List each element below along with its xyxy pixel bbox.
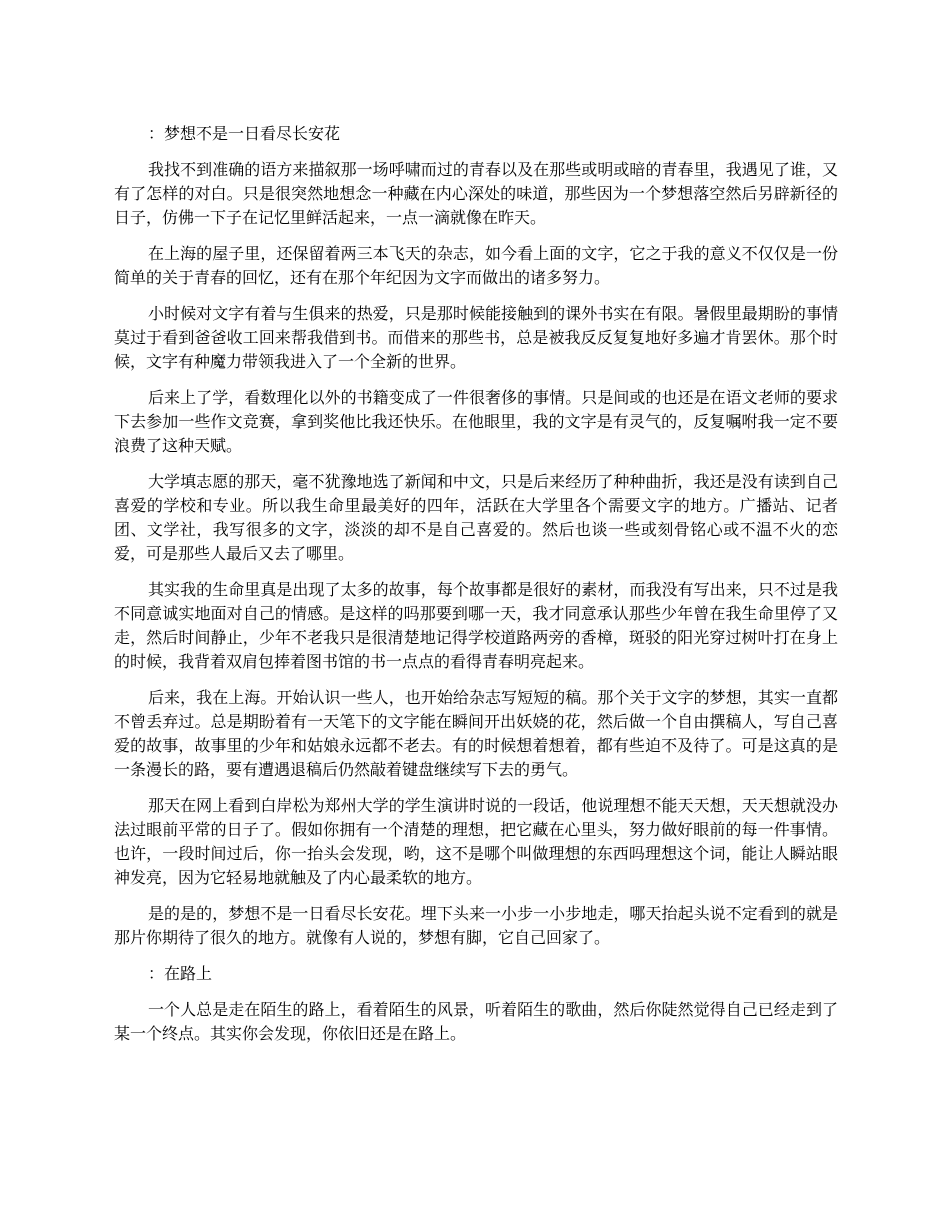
paragraph: 我找不到准确的语方来描叙那一场呼啸而过的青春以及在那些或明或暗的青春里，我遇见了谁，又有了怎样的对白。只是很突然地想念一种藏在内心深处的味道，那些因为一个梦想落空然后另辟新径的日子，仿佛一下子在记忆里鲜活起来，一点一滴就像在昨天。 bbox=[114, 160, 838, 227]
paragraph: 小时候对文字有着与生俱来的热爱，只是那时候能接触到的课外书实在有限。暑假里最期盼的事情莫过于看到爸爸收工回来帮我借到书。而借来的那些书，总是被我反反复复地好多遍才肯罢休。那个时候，文字有种魔力带领我进入了一个全新的世界。 bbox=[114, 304, 838, 371]
paragraph: 后来，我在上海。开始认识一些人，也开始给杂志写短短的稿。那个关于文字的梦想，其实一直都不曾丢弃过。总是期盼着有一天笔下的文字能在瞬间开出妖娆的花，然后做一个自由撰稿人，写自己喜爱的故事，故事里的少年和姑娘永远都不老去。有的时候想着想着，都有些迫不及待了。可是这真的是一条漫长的路，要有遭遇退稿后仍然敲着键盘继续写下去的勇气。 bbox=[114, 688, 838, 779]
section-heading-on-the-road: ：在路上 bbox=[148, 964, 213, 983]
paragraph: 大学填志愿的那天，毫不犹豫地选了新闻和中文，只是后来经历了种种曲折，我还是没有读到自己喜爱的学校和专业。所以我生命里最美好的四年，活跃在大学里各个需要文字的地方。广播站、记者团、文学社，我写很多的文字，淡淡的却不是自己喜爱的。然后也谈一些或刻骨铭心或不温不火的恋爱，可是那些人最后又去了哪里。 bbox=[114, 472, 838, 563]
section-heading-dream: ：梦想不是一日看尽长安花 bbox=[148, 124, 341, 143]
paragraph: 后来上了学，看数理化以外的书籍变成了一件很奢侈的事情。只是间或的也还是在语文老师的要求下去参加一些作文竞赛，拿到奖他比我还快乐。在他眼里，我的文字是有灵气的，反复嘱咐我一定不要浪费了这种天赋。 bbox=[114, 388, 838, 455]
paragraph: 一个人总是走在陌生的路上，看着陌生的风景，听着陌生的歌曲，然后你陡然觉得自己已经走到了某一个终点。其实你会发现，你依旧还是在路上。 bbox=[114, 1000, 838, 1043]
paragraph: 其实我的生命里真是出现了太多的故事，每个故事都是很好的素材，而我没有写出来，只不过是我不同意诚实地面对自己的情感。是这样的吗那要到哪一天，我才同意承认那些少年曾在我生命里停了又走，然后时间静止，少年不老我只是很清楚地记得学校道路两旁的香樟，斑驳的阳光穿过树叶打在身上的时候，我背着双肩包捧着图书馆的书一点点的看得青春明亮起来。 bbox=[114, 580, 838, 671]
paragraph: 是的是的，梦想不是一日看尽长安花。埋下头来一小步一小步地走，哪天抬起头说不定看到的就是那片你期待了很久的地方。就像有人说的，梦想有脚，它自己回家了。 bbox=[114, 904, 838, 947]
paragraph: 那天在网上看到白岸松为郑州大学的学生演讲时说的一段话，他说理想不能天天想，天天想就没办法过眼前平常的日子了。假如你拥有一个清楚的理想，把它藏在心里头，努力做好眼前的每一件事情。也许，一段时间过后，你一抬头会发现，哟，这不是哪个叫做理想的东西吗理想这个词，能让人瞬站眼神发亮，因为它轻易地就触及了内心最柔软的地方。 bbox=[114, 796, 838, 887]
paragraph: 在上海的屋子里，还保留着两三本飞天的杂志，如今看上面的文字，它之于我的意义不仅仅是一份简单的关于青春的回忆，还有在那个年纪因为文字而做出的诸多努力。 bbox=[114, 244, 838, 287]
document-page bbox=[114, 122, 838, 1058]
